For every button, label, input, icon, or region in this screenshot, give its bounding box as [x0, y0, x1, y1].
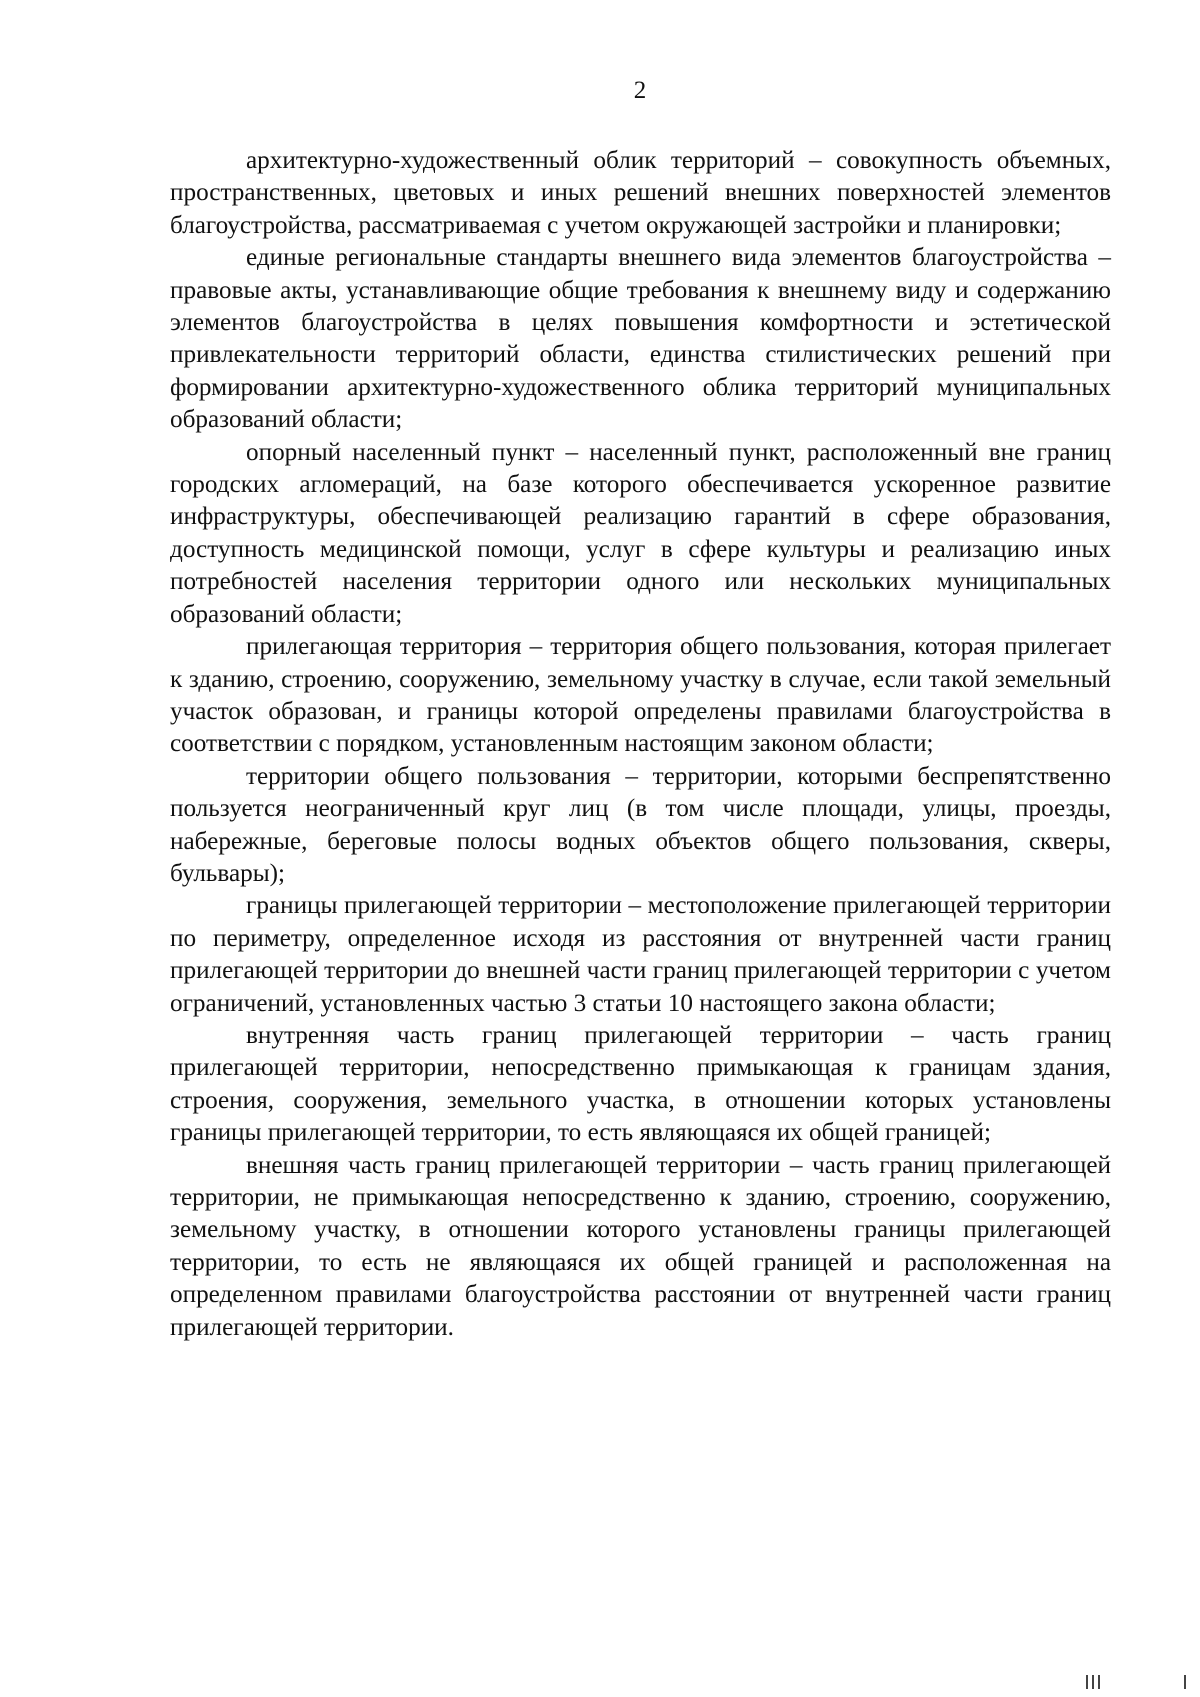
paragraph-outer-boundary: внешняя часть границ прилегающей территории – часть границ прилегающей территории, не примыкающая непосредственно к зданию, строению, сооружению, земельному участку, в отношении которого установлены границы прилегающей территории, то есть не являющаяся их общей границей и расположенная на определенном правилами благоустройства расстоянии от внутренней части границ прилегающей территории.	[170, 1151, 1111, 1341]
paragraph-public-territories: территории общего пользования – территории, которыми беспрепятственно пользуется неограниченный круг лиц (в том числе площади, улицы, проезды, набережные, береговые полосы водных объектов общего пользования, скверы, бульвары);	[170, 762, 1111, 887]
paragraph-reference-settlement: опорный населенный пункт – населенный пункт, расположенный вне границ городских агломераций, на базе которого обеспечивается ускоренное развитие инфраструктуры, обеспечивающей реализацию гарантий в сфере образования, доступность медицинской помощи, услуг в сфере культуры и реализацию иных потребностей населения территории одного или нескольких муниципальных образований области;	[170, 438, 1111, 628]
scan-mark	[1184, 1675, 1186, 1689]
paragraph-regional-standards: единые региональные стандарты внешнего вида элементов благоустройства – правовые акты, устанавливающие общие требования к внешнему виду и содержанию элементов благоустройства в целях повышения комфортности и эстетической привлекательности территорий области, единства стилистических решений при формировании архитектурно-художественного облика территорий муниципальных образований области;	[170, 244, 1111, 434]
page-number: 2	[633, 77, 647, 104]
document-body	[170, 145, 1111, 1344]
paragraph-adjacent-territory-boundaries: границы прилегающей территории – местоположение прилегающей территории по периметру, определенное исходя из расстояния от внутренней части границ прилегающей территории до внешней части границ прилегающей территории с учетом ограничений, установленных частью 3 статьи 10 настоящего закона области;	[170, 892, 1111, 1017]
paragraph-adjacent-territory: прилегающая территория – территория общего пользования, которая прилегает к зданию, строению, сооружению, земельному участку в случае, если такой земельный участок образован, и границы которой определены правилами благоустройства в соответствии с порядком, установленным настоящим законом области;	[170, 633, 1111, 758]
paragraph-inner-boundary: внутренняя часть границ прилегающей территории – часть границ прилегающей территории, непосредственно примыкающая к границам здания, строения, сооружения, земельного участка, в отношении которых установлены границы прилегающей территории, то есть являющаяся их общей границей;	[170, 1021, 1111, 1147]
scan-mark	[1098, 1675, 1100, 1689]
scan-mark	[1086, 1675, 1088, 1689]
paragraph-architectural-appearance: архитектурно-художественный облик территорий – совокупность объемных, пространственных, цветовых и иных решений внешних поверхностей элементов благоустройства, рассматриваемая с учетом окружающей застройки и планировки;	[170, 147, 1111, 239]
scan-mark	[1092, 1675, 1094, 1689]
